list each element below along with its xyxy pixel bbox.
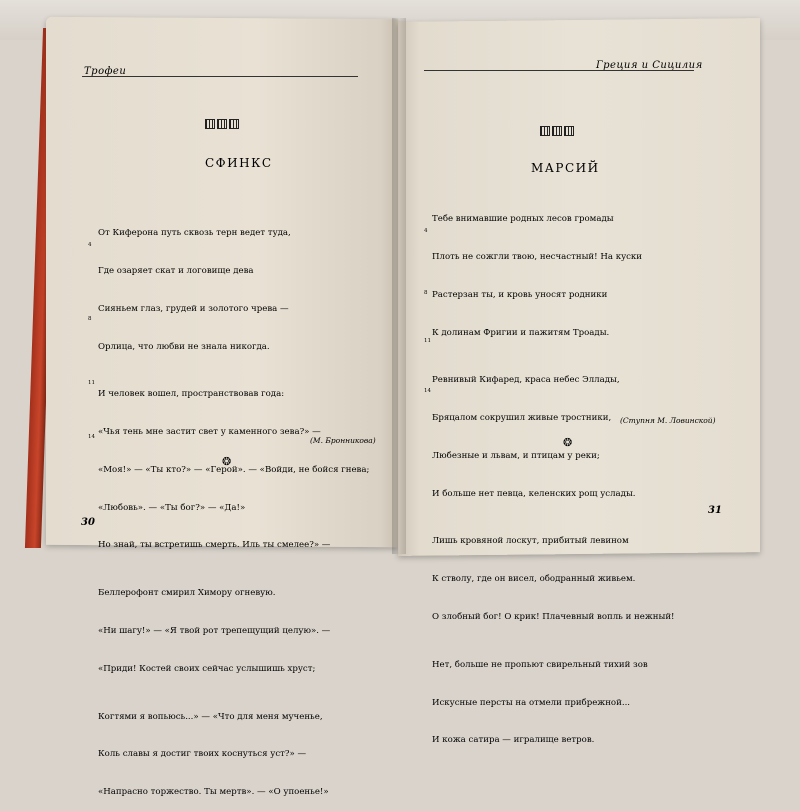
poem-line: Бряцалом сокрушил живые тростники,: [432, 413, 612, 424]
right-poem-title: МАРСИЙ: [531, 161, 600, 175]
poem-line: Тебе внимавшие родных лесов громады: [432, 214, 614, 225]
poem-line: Коль славы я достиг твоих коснуться уст?» —: [98, 749, 307, 760]
left-poem-title: СФИНКС: [205, 156, 273, 170]
left-page-number: 30: [81, 517, 95, 528]
right-credit: (Ступня М. Ловинской): [620, 416, 716, 425]
book-gutter: [392, 18, 406, 554]
line-number: 4: [424, 228, 428, 234]
poem-line: «Любовь». — «Ты бог?» — «Да!»: [98, 502, 246, 513]
poem-line: И больше нет певца, келенских рощ услады.: [432, 488, 636, 499]
line-number: 11: [424, 338, 431, 344]
poem-line: Нет, больше не пропьют свирельный тихий зов: [432, 659, 648, 670]
poem-line: «Чья тень мне застит свет у каменного зева?» —: [98, 427, 321, 438]
poem-line: От Киферона путь сквозь терн ведет туда,: [98, 228, 291, 239]
poem-line: «Ни шагу!» — «Я твой рот трепещущий целую». —: [98, 626, 331, 636]
right-running-head: Греция и Сицилия: [596, 60, 703, 71]
poem-line: Ревнивый Кифаред, краса небес Эллады,: [432, 375, 620, 386]
right-page-number: 31: [708, 505, 722, 516]
poem-line: Плоть не сожгли твою, несчастный! На куски: [432, 251, 643, 262]
poem-line: О злобный бог! О крик! Плачевный вопль и нежный!: [432, 612, 675, 622]
line-number: 14: [88, 434, 95, 440]
left-running-head: Трофеи: [84, 66, 127, 77]
poem-line: Искусные персты на отмели прибрежной...: [432, 697, 631, 708]
right-poem: [432, 188, 675, 760]
poem-line: «Напрасно торжество. Ты мертв». — «О упоенье!»: [98, 787, 329, 798]
poem-line: Беллерофонт смирил Химору огневую.: [98, 588, 276, 599]
left-credit: (М. Бронникова): [310, 436, 376, 445]
line-number: 11: [88, 380, 95, 386]
line-number: 8: [88, 316, 92, 322]
left-ornament: [205, 119, 239, 129]
ornament-star-icon: ❂: [563, 436, 573, 449]
line-number: 8: [424, 290, 428, 296]
poem-line: «Приди! Костей своих сейчас услышишь хруст;: [98, 663, 316, 674]
poem-line: Сияньем глаз, грудей и золотого чрева —: [98, 303, 289, 314]
poem-line: Любезные и львам, и птицам у реки;: [432, 450, 600, 461]
ornament-star-icon: ❂: [222, 455, 232, 468]
poem-line: Но знай, ты встретишь смерть. Иль ты смелее?» —: [98, 540, 331, 551]
line-number: 4: [88, 242, 92, 248]
poem-line: К стволу, где он висел, ободранный живьем.: [432, 574, 636, 585]
poem-line: Растерзан ты, и кровь уносят родники: [432, 289, 608, 300]
poem-line: И человек вошел, пространствовав года:: [98, 389, 285, 400]
poem-line: «Моя!» — «Ты кто?» — «Герой». — «Войди, не бойся гнева;: [98, 464, 370, 475]
poem-line: Где озаряет скат и логовище дева: [98, 265, 254, 276]
right-ornament: [540, 126, 574, 136]
left-header-rule: [82, 76, 358, 77]
line-number: 14: [424, 388, 431, 394]
poem-line: Когтями я вопьюсь...» — «Что для меня мученье,: [98, 711, 323, 722]
poem-line: Лишь кровяной лоскут, прибитый левином: [432, 536, 629, 547]
poem-line: И кожа сатира — игралище ветров.: [432, 735, 595, 746]
left-poem: [98, 202, 369, 811]
poem-line: К долинам Фригии и пажитям Троады.: [432, 327, 610, 338]
poem-line: Орлица, что любви не знала никогда.: [98, 341, 270, 352]
